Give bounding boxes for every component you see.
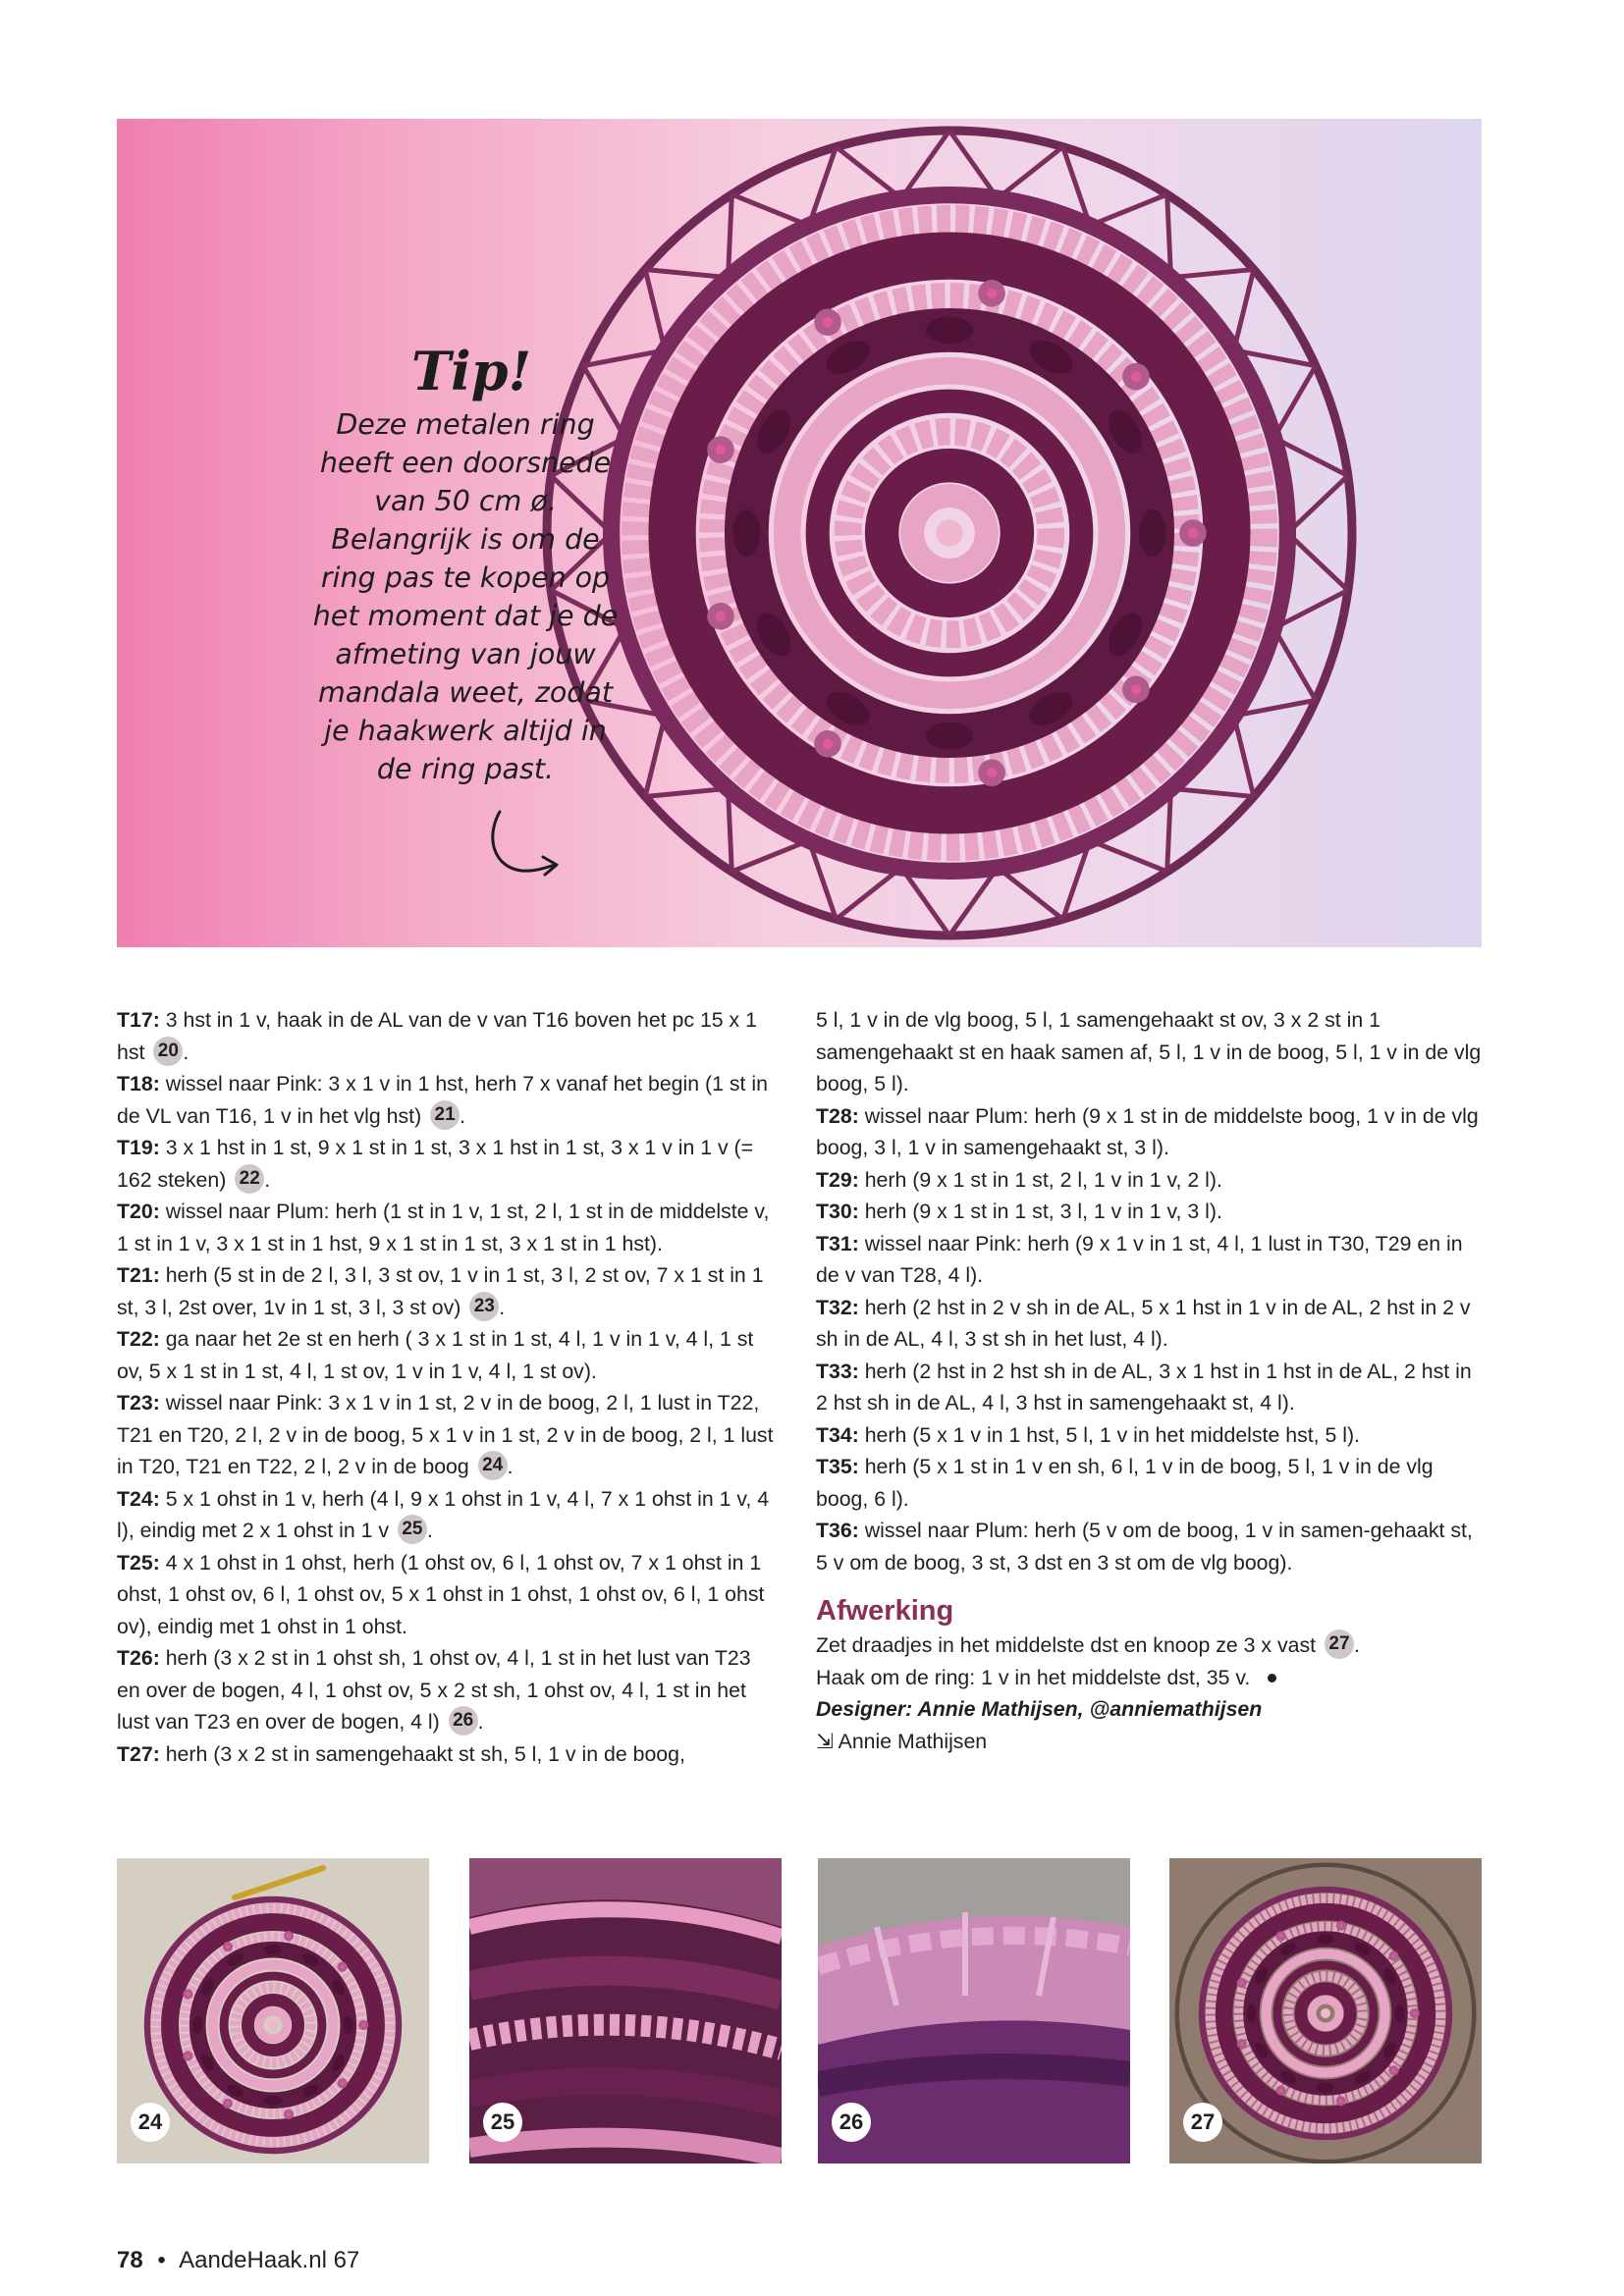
row-instruction: herh (5 x 1 v in 1 hst, 5 l, 1 v in het middelste hst, 5 l). bbox=[858, 1422, 1360, 1447]
row-instruction: 3 x 1 hst in 1 st, 9 x 1 st in 1 st, 3 x 1 hst in 1 st, 3 x 1 v in 1 v (= 162 steken) bbox=[117, 1136, 754, 1192]
row-instruction: herh (5 st in de 2 l, 3 l, 3 st ov, 1 v in 1 st, 3 l, 2 st ov, 7 x 1 st in 1 st, 3 l, 2st over, 1v in 1 st, 3 l, 3 st ov) bbox=[117, 1263, 764, 1319]
tip-line: mandala weet, zodat bbox=[317, 676, 614, 709]
row-instruction: 5 x 1 ohst in 1 v, herh (4 l, 9 x 1 ohst in 1 v, 4 l, 7 x 1 ohst in 1 v, 4 l), eindig met 2 x 1 ohst in 1 v bbox=[117, 1486, 770, 1542]
tip-line: heeft een doorsnede bbox=[319, 447, 612, 479]
pattern-row bbox=[117, 1738, 780, 1771]
row-instruction: herh (3 x 2 st in 1 ohst sh, 1 ohst ov, 4 l, 1 st in het lust van T23 en over de bogen, 4 l, 1 ohst ov, 5 x 2 st sh, 1 ohst ov, 4 l, 1 st in het lust van T23 en over de bogen, 4 l) bbox=[117, 1646, 751, 1734]
pattern-row bbox=[816, 1164, 1484, 1197]
tip-line: je haakwerk altijd in bbox=[324, 715, 607, 747]
row-label: T23: bbox=[117, 1391, 160, 1415]
step-photo-24 bbox=[117, 1858, 429, 2163]
afwerking-line-1 bbox=[816, 1629, 1484, 1662]
pattern-row bbox=[117, 1132, 780, 1196]
row-instruction: herh (5 x 1 st in 1 v en sh, 6 l, 1 v in de boog, 5 l, 1 v in de vlg boog, 6 l). bbox=[816, 1455, 1434, 1511]
row-instruction: wissel naar Plum: herh (5 v om de boog, 1 v in samen-gehaakt st, 5 v om de boog, 3 st, 3 dst en 3 st om de vlg boog). bbox=[816, 1519, 1473, 1575]
pattern-row bbox=[117, 1259, 780, 1323]
row-label: T20: bbox=[117, 1200, 160, 1223]
photo-number-badge: 25 bbox=[483, 2103, 522, 2142]
row-label: T31: bbox=[816, 1231, 859, 1255]
pattern-row bbox=[816, 1228, 1484, 1292]
step-photo-26 bbox=[818, 1858, 1130, 2163]
row-label: T19: bbox=[117, 1136, 160, 1159]
pattern-row bbox=[117, 1642, 780, 1738]
row-instruction: ga naar het 2e st en herh ( 3 x 1 st in 1 st, 4 l, 1 v in 1 v, 4 l, 1 st ov, 5 x 1 st in 1 st, 4 l, 1 st ov, 1 v in 1 v, 4 l, 1 st ov). bbox=[117, 1327, 754, 1383]
photo-ref-badge: 25 bbox=[398, 1515, 427, 1544]
tip-line: afmeting van jouw bbox=[335, 638, 596, 670]
photo-ref-badge: 24 bbox=[478, 1451, 508, 1480]
row-instruction: 4 x 1 ohst in 1 ohst, herh (1 ohst ov, 6 l, 1 ohst ov, 7 x 1 ohst in 1 ohst, 1 ohst ov, 6 l, 1 ohst ov, 5 x 1 ohst in 1 ohst, 1 ohst ov, 6 l, 1 ohst ov), eindig met 1 ohst in 1 ohst. bbox=[117, 1550, 765, 1638]
pattern-column-right bbox=[816, 1004, 1484, 1757]
photo-ref-badge: 20 bbox=[153, 1037, 183, 1066]
row-instruction: herh (9 x 1 st in 1 st, 2 l, 1 v in 1 v, 2 l). bbox=[858, 1167, 1222, 1192]
row-label: T18: bbox=[117, 1072, 160, 1095]
row-label: T22: bbox=[117, 1327, 160, 1351]
pattern-row bbox=[117, 1483, 780, 1547]
photo-ref-badge: 26 bbox=[449, 1706, 478, 1735]
row-instruction: wissel naar Plum: herh (9 x 1 st in de middelste boog, 1 v in de vlg boog, 3 l, 1 v in samengehaakt st, 3 l). bbox=[816, 1103, 1479, 1159]
page-number: 78 bbox=[117, 2247, 143, 2273]
step-photo-25 bbox=[469, 1858, 782, 2163]
pattern-row bbox=[117, 1387, 780, 1483]
photo-ref-badge: 23 bbox=[469, 1292, 499, 1321]
afwerking-line-2 bbox=[816, 1662, 1484, 1694]
row-instruction: wissel naar Pink: 3 x 1 v in 1 hst, herh 7 x vanaf het begin (1 st in de VL van T16, 1 v in het vlg hst) bbox=[117, 1072, 768, 1128]
row-label: T34: bbox=[816, 1422, 859, 1447]
row-instruction: . bbox=[183, 1040, 189, 1064]
row-instruction: wissel naar Plum: herh (1 st in 1 v, 1 st, 2 l, 1 st in de middelste v, 1 st in 1 v, 3 x 1 st in 1 hst, 9 x 1 st in 1 st, 3 x 1 st in 1 hst). bbox=[117, 1200, 770, 1255]
pattern-row bbox=[816, 1196, 1484, 1228]
photo-number-badge: 26 bbox=[832, 2103, 871, 2142]
page-footer bbox=[117, 2246, 359, 2275]
row-label: T17: bbox=[117, 1008, 160, 1032]
tip-line: Belangrijk is om de bbox=[331, 523, 600, 556]
afwerking-text-end: . bbox=[1353, 1633, 1360, 1657]
row-instruction: . bbox=[507, 1455, 514, 1478]
row-instruction: herh (9 x 1 st in 1 st, 3 l, 1 v in 1 v, 3 l). bbox=[858, 1200, 1222, 1223]
row-label: T25: bbox=[117, 1550, 160, 1575]
tip-line: van 50 cm ø. bbox=[374, 485, 557, 517]
row-instruction: . bbox=[426, 1519, 433, 1542]
pattern-row bbox=[117, 1323, 780, 1387]
tip-line: ring pas te kopen op bbox=[320, 561, 611, 594]
photo-credit bbox=[816, 1726, 1484, 1758]
photo-ref-badge: 22 bbox=[235, 1164, 264, 1194]
pattern-row bbox=[816, 1419, 1484, 1452]
row-instruction: . bbox=[264, 1167, 271, 1192]
row-label: T27: bbox=[117, 1741, 160, 1766]
row-label: T29: bbox=[816, 1167, 859, 1192]
tip-line: Deze metalen ring bbox=[336, 408, 595, 441]
pattern-row bbox=[117, 1196, 780, 1259]
pattern-row bbox=[117, 1068, 780, 1132]
pattern-row bbox=[816, 1356, 1484, 1419]
row-label: T36: bbox=[816, 1519, 859, 1542]
pattern-row bbox=[816, 1451, 1484, 1515]
afwerking-heading: Afwerking bbox=[816, 1595, 954, 1627]
row-instruction: herh (2 hst in 2 hst sh in de AL, 3 x 1 hst in 1 hst in de AL, 2 hst in 2 hst sh in de AL, 4 l, 3 hst in samengehaakt st, 4 l). bbox=[816, 1359, 1472, 1415]
curved-arrow-icon bbox=[482, 806, 570, 894]
row-instruction: . bbox=[477, 1710, 484, 1734]
tip-line: het moment dat je de bbox=[312, 600, 619, 632]
row-instruction: herh (2 hst in 2 v sh in de AL, 5 x 1 hst in 1 v in de AL, 2 hst in 2 v sh in de AL, 4 l, 3 st sh in het lust, 4 l). bbox=[816, 1295, 1471, 1351]
pattern-row bbox=[816, 1004, 1484, 1100]
row-label: T35: bbox=[816, 1455, 859, 1478]
row-instruction: wissel naar Pink: herh (9 x 1 v in 1 st, 4 l, 1 lust in T30, T29 en in de v van T28, 4 l). bbox=[816, 1231, 1463, 1287]
pattern-row bbox=[816, 1292, 1484, 1356]
row-instruction: herh (3 x 2 st in samengehaakt st sh, 5 l, 1 v in de boog, bbox=[159, 1741, 685, 1766]
publication-name: AandeHaak.nl 67 bbox=[179, 2247, 360, 2273]
afwerking-text: Haak om de ring: 1 v in het middelste dst, 35 v. bbox=[816, 1665, 1251, 1689]
designer-credit: Designer: Annie Mathijsen, @anniemathijsen bbox=[816, 1697, 1263, 1721]
row-instruction: 5 l, 1 v in de vlg boog, 5 l, 1 samengehaakt st ov, 3 x 2 st in 1 samengehaakt st en haak samen af, 5 l, 1 v in de boog, 5 l, 1 v in de vlg boog, 5 l). bbox=[816, 1008, 1482, 1095]
row-instruction: 3 hst in 1 v, haak in de AL van de v van T16 boven het pc 15 x 1 hst bbox=[117, 1008, 757, 1064]
row-label: T28: bbox=[816, 1103, 859, 1128]
row-label: T21: bbox=[117, 1263, 160, 1287]
row-label: T24: bbox=[117, 1486, 160, 1511]
camera-credit-icon: ⇲ bbox=[816, 1729, 834, 1753]
pattern-row bbox=[816, 1100, 1484, 1164]
tip-text bbox=[294, 405, 637, 788]
footer-separator: • bbox=[157, 2247, 166, 2273]
pattern-row bbox=[117, 1547, 780, 1643]
afwerking-text: Zet draadjes in het middelste dst en knoop ze 3 x vast bbox=[816, 1633, 1322, 1657]
tip-title: Tip! bbox=[411, 340, 532, 402]
pattern-column-left bbox=[117, 1004, 780, 1770]
hero-photo bbox=[117, 119, 1482, 947]
photo-credit-name: Annie Mathijsen bbox=[838, 1729, 988, 1753]
pattern-row bbox=[816, 1515, 1484, 1578]
photo-ref-badge: 21 bbox=[430, 1100, 460, 1130]
step-photo-27 bbox=[1169, 1858, 1482, 2163]
row-label: T32: bbox=[816, 1295, 859, 1319]
photo-number-badge: 24 bbox=[131, 2103, 170, 2142]
row-label: T26: bbox=[117, 1646, 160, 1670]
row-label: T30: bbox=[816, 1200, 859, 1223]
row-label: T33: bbox=[816, 1359, 859, 1383]
row-instruction: . bbox=[499, 1295, 506, 1319]
pattern-rows-right bbox=[816, 1004, 1484, 1578]
photo-number-badge: 27 bbox=[1183, 2103, 1222, 2142]
tip-line: de ring past. bbox=[376, 753, 555, 785]
row-instruction: wissel naar Pink: 3 x 1 v in 1 st, 2 v in de boog, 2 l, 1 lust in T22, T21 en T20, 2 l, 2 v in de boog, 5 x 1 v in 1 st, 2 v in de boog, 2 l, 1 lust in T20, T21 en T22, 2 l, 2 v in de boog bbox=[117, 1391, 774, 1478]
end-bullet-icon bbox=[1268, 1674, 1276, 1682]
pattern-row bbox=[117, 1004, 780, 1068]
photo-ref-badge: 27 bbox=[1325, 1629, 1354, 1659]
row-instruction: . bbox=[460, 1103, 466, 1128]
